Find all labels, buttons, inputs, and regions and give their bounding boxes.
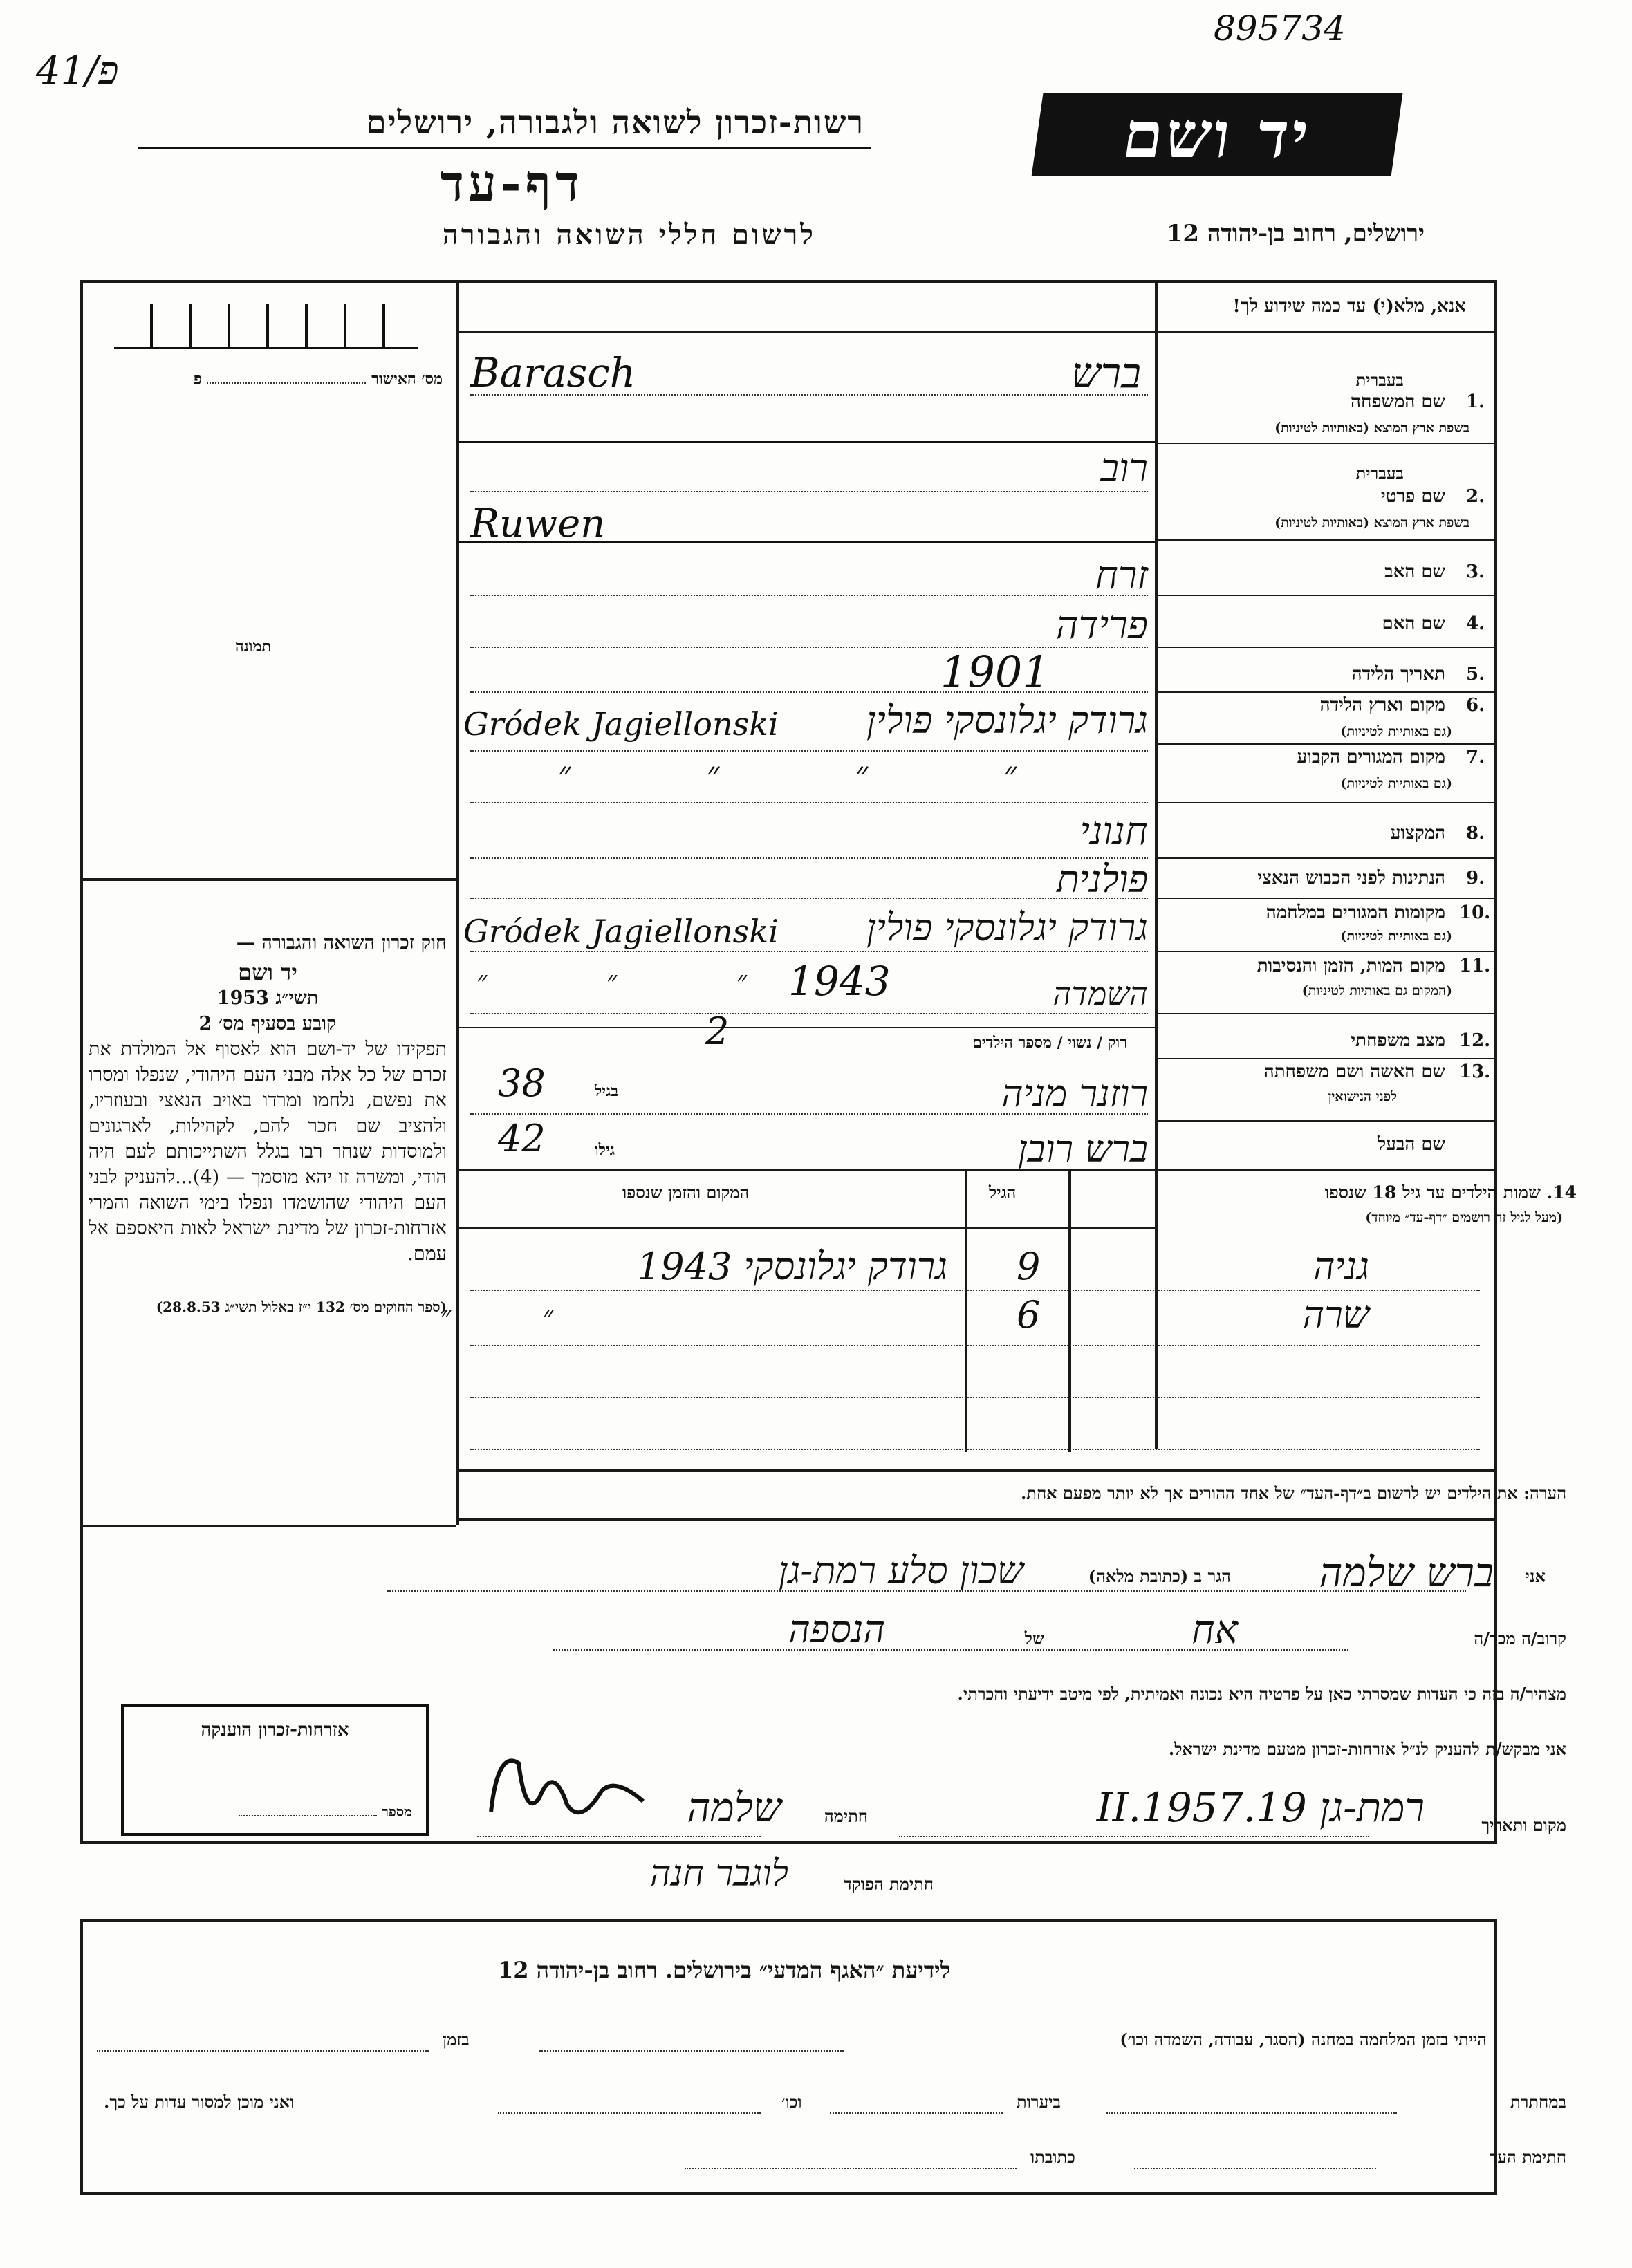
logo-text: יד ושם <box>1118 97 1316 172</box>
row-6-label: מקום וארץ הלידה <box>1319 695 1445 716</box>
child-1-name: גניה <box>1313 1245 1369 1288</box>
place-date-label: מקום ותאריך <box>1481 1815 1566 1835</box>
rule-11 <box>1155 1013 1497 1014</box>
rule-3 <box>1155 595 1497 596</box>
hebrew-tag-1: בעברית <box>1355 370 1404 390</box>
bottom-line-1-end: בזמן <box>443 2029 470 2049</box>
rule-8 <box>1155 857 1497 859</box>
row-9-label: הנתינות לפני הכבוש הנאצי <box>1257 868 1445 889</box>
row-5-num: 5. <box>1466 664 1485 685</box>
row-6-note: (גם באותיות לטיניות) <box>1340 724 1452 739</box>
form-intro: אנא, מלא(י) עד כמה שידוע לך! <box>1232 296 1466 317</box>
bottom-line-2-start: במחתרת <box>1510 2092 1566 2112</box>
rule-4 <box>1155 647 1497 648</box>
signature-mark <box>477 1736 657 1839</box>
rule-9 <box>1155 898 1497 899</box>
declaration: מצהיר/ה בזה כי העדות שמסרתי כאן על פרטיה היא נכונה ואמיתית, לפי מיטב ידיעתי והכרתי. <box>957 1684 1566 1704</box>
birth-year: 1901 <box>940 647 1050 697</box>
approval-boxes <box>114 304 418 349</box>
row-3-num: 3. <box>1466 561 1485 582</box>
row-3-label: שם האב <box>1384 561 1445 582</box>
stamp-number-label: מספר <box>382 1803 412 1820</box>
row-8-num: 8. <box>1466 823 1485 844</box>
family-status-options: רוק / נשוי / מספר הילדים <box>972 1034 1127 1052</box>
children-header-rule <box>456 1227 1155 1229</box>
birthplace-line <box>470 750 1148 752</box>
signature-line <box>477 1836 761 1837</box>
bottom-line-1-fill <box>539 2050 844 2052</box>
request: אני מבקש/ת להעניק לנ״ל אזרחות-זכרון מטעם מדינת ישראל. <box>1168 1739 1566 1759</box>
wife-age: 38 <box>498 1061 546 1105</box>
officer-signature-label: חתימת הפוקד <box>844 1874 934 1894</box>
children-col-2 <box>1068 1169 1071 1452</box>
child-1-age: 9 <box>1017 1245 1041 1288</box>
witness-relation-label: קרוב/ה מכר/ה <box>1474 1628 1566 1648</box>
rule-5 <box>1155 691 1497 693</box>
children-header-note: (מעל לגיל זה רושמים ״דף-עד״ מיוחד) <box>1365 1210 1563 1225</box>
rule-13 <box>1155 1120 1497 1122</box>
answer-rule-12 <box>456 1027 1155 1028</box>
row-12-num: 12. <box>1459 1030 1491 1051</box>
row-13-label: שם האשה ושם משפחתה <box>1263 1061 1445 1082</box>
row-13-note: לפני הנישואין <box>1328 1089 1397 1104</box>
bottom-line-3-start: חתימת העד <box>1489 2147 1566 2167</box>
row-7-label: מקום המגורים הקבוע <box>1297 747 1445 768</box>
child-line-2 <box>470 1345 1480 1346</box>
birth-place-latin: Gródek Jagiellonski <box>463 705 779 743</box>
witness-address: שכון סלע רמת-גן <box>778 1549 1023 1592</box>
stamp-number-row <box>239 1803 412 1821</box>
firstname-he-line <box>470 491 1148 492</box>
place-date-line <box>899 1836 1369 1837</box>
residence: ״ ״ ״ ״ <box>557 754 1079 794</box>
citizenship: פולנית <box>1056 857 1148 901</box>
row-10-label: מקומות המגורים במלחמה <box>1265 902 1445 923</box>
surname-hebrew: ברש <box>1071 349 1141 398</box>
bottom-line-3-fill-1 <box>1134 2168 1376 2169</box>
row-5-label: תאריך הלידה <box>1351 664 1445 685</box>
row-13-num: 13. <box>1459 1061 1491 1082</box>
child-1-place: גרודק יגלונסקי 1943 <box>636 1245 947 1288</box>
witness-of-label: של <box>1024 1628 1044 1648</box>
witness-line <box>387 1590 1466 1592</box>
row-1-label: שם המשפחה <box>1351 391 1445 412</box>
row-11-num: 11. <box>1459 956 1491 976</box>
label-column-divider <box>1155 280 1158 1449</box>
death-place: ״ ״ ״ <box>476 965 802 997</box>
child-2-age: 6 <box>1017 1293 1041 1337</box>
firstname-latin: Ruwen <box>470 501 606 546</box>
bottom-line-2-mid: ביערות <box>1017 2092 1061 2112</box>
children-header: 14. שמות הילדים עד גיל 18 שנספו <box>1324 1182 1577 1202</box>
father-line <box>470 595 1148 596</box>
signature-label: חתימה <box>824 1806 868 1826</box>
place-date: רמת-גן 19.II.1957 <box>1096 1784 1425 1831</box>
witness-me-label: אני <box>1525 1566 1546 1586</box>
row-husband-label: שם הבעל <box>1377 1134 1445 1155</box>
row-2-num: 2. <box>1466 486 1485 507</box>
rule-10 <box>1155 951 1497 952</box>
row-9-num: 9. <box>1466 868 1485 889</box>
approval-no-label: מס׳ האישור <box>371 370 443 388</box>
husband-name: ברש רובן <box>1017 1127 1148 1171</box>
law-text-block <box>89 930 447 1320</box>
row-7-num: 7. <box>1466 747 1485 768</box>
org-line: רשות-זכרון לשואה ולגבורה, ירושלים <box>366 104 864 141</box>
rule-12 <box>1155 1058 1497 1059</box>
form-subtitle: לרשום חללי השואה והגבורה <box>442 219 816 251</box>
note-row-top <box>456 1469 1497 1472</box>
children-table-top <box>456 1169 1497 1171</box>
photo-area-bottom <box>80 878 456 881</box>
residence-line <box>470 802 1148 803</box>
witness-name: ברש שלמה <box>1319 1549 1494 1596</box>
father-name: זרח <box>1095 553 1148 598</box>
photo-label: תמונה <box>235 638 271 656</box>
row-2-latin-note: בשפת ארץ המוצא (באותיות לטיניות) <box>1274 515 1469 530</box>
child-line-1 <box>470 1290 1480 1291</box>
relation-line <box>553 1649 1348 1651</box>
row-4-num: 4. <box>1466 613 1485 634</box>
bottom-line-2-fill-2 <box>830 2112 1003 2114</box>
bottom-line-2-mid2: וכו׳ <box>781 2092 802 2112</box>
form-title: דף-עד <box>440 154 584 212</box>
row-12-label: מצב משפחתי <box>1351 1030 1445 1051</box>
wife-name: רוזנר מניה <box>1001 1072 1148 1115</box>
approval-no-suffix: פ <box>193 370 202 388</box>
law-title: חוק זכרון השואה והגבורה — <box>236 932 447 954</box>
row-11-note: (המקום גם באותיות לטיניות) <box>1301 983 1452 998</box>
husband-age: 42 <box>498 1117 546 1160</box>
citizenship-line <box>470 898 1148 899</box>
child-line-3 <box>470 1397 1480 1398</box>
rule-6 <box>1155 743 1497 745</box>
surname-latin: Barasch <box>470 349 636 396</box>
witness-resides-label: הגר ב (כתובת מלאה) <box>1088 1566 1231 1586</box>
profession-line <box>470 857 1148 859</box>
page-mark: 41/פ <box>36 48 119 93</box>
witness-relation: אח <box>1191 1608 1238 1653</box>
row-11-label: מקום המות, הזמן והנסיבות <box>1257 956 1445 976</box>
age-column-header: הגיל <box>989 1182 1017 1202</box>
rule-7 <box>1155 802 1497 803</box>
death-year: 1943 <box>788 958 891 1005</box>
law-name: יד ושם <box>238 959 297 985</box>
firstname-hebrew: רוב <box>1100 446 1148 491</box>
bottom-title: לידיעת ״האגף המדעי״ בירושלים. רחוב בן-יהודה 12 <box>498 1957 951 1983</box>
child-2-name: שרה <box>1302 1293 1369 1337</box>
row-1-num: 1. <box>1466 391 1485 412</box>
archive-number: 895734 <box>1214 8 1346 48</box>
row-2-label: שם פרטי <box>1380 486 1445 507</box>
note-row-bottom <box>456 1518 1497 1521</box>
witness-section-top <box>80 1525 456 1527</box>
row-1-latin-note: בשפת ארץ המוצא (באותיות לטיניות) <box>1274 420 1469 436</box>
place-column-header: המקום והזמן שנספו <box>622 1182 750 1202</box>
stamp-title: אזרחות-זכרון הוענקה <box>201 1720 349 1740</box>
law-clause: קובע בסעיף מס׳ 2 <box>198 1013 337 1034</box>
profession: חנוני <box>1079 809 1148 854</box>
bottom-line-3-fill-2 <box>685 2168 1017 2169</box>
bottom-line-2-end: ואני מוכן למסור עדות על כך. <box>104 2092 295 2112</box>
children-note: הערה: את הילדים יש לרשום ב״דף-העד״ של אחד ההורים אך לא יותר מפעם אחת. <box>1020 1483 1566 1503</box>
signature-name: שלמה <box>687 1784 781 1831</box>
wartime-place-latin: Gródek Jagiellonski <box>463 913 779 950</box>
child-line-4 <box>470 1449 1480 1450</box>
yad-vashem-logo <box>1032 93 1403 176</box>
org-underline <box>138 147 871 149</box>
hebrew-tag-2: בעברית <box>1355 463 1404 483</box>
bottom-line-2-fill-1 <box>1106 2112 1397 2114</box>
husband-age-label: גילו <box>595 1141 615 1159</box>
witness-of: הנספה <box>788 1608 885 1651</box>
wife-age-label: בגיל <box>595 1082 618 1100</box>
law-year: תשי״ג 1953 <box>216 987 319 1009</box>
row-7-note: (גם באותיות לטיניות) <box>1340 776 1452 791</box>
row-4-label: שם האם <box>1382 613 1445 634</box>
children-count: 2 <box>705 1010 730 1053</box>
birth-place: גרודק יגלונסקי פולין <box>866 698 1148 742</box>
rule-2 <box>1155 539 1497 541</box>
death-line <box>470 1013 1148 1014</box>
death-circumstance: השמדה <box>1053 975 1148 1012</box>
row-8-label: המקצוע <box>1390 823 1445 844</box>
citizenship-stamp-box <box>121 1704 429 1836</box>
row-6-num: 6. <box>1466 695 1485 716</box>
address: ירושלים, רחוב בן-יהודה 12 <box>1166 220 1425 248</box>
wartime-line <box>470 951 1148 952</box>
law-text: תפקידו של יד-ושם הוא לאסוף אל המולדת את זכרם של כל אלה מבני העם היהודי, שנפלו ומסרו את נפשם, נלחמו ומרדו באויב הנאצי ובעוזריו, ולהציב שם חכר להם, לקהילות, לארגונים ולמוסדות שנחר רבו בגלל השתייכותם לעם היה הודי, ומשרה זו יהא מוסמך — (4)...להעניק לבני העם היהודי שהושמדו ונפלו בימי השואה והמרי אזרחות-זכרון של מדינת ישראל לאות היאספם אל עמם. <box>89 1039 447 1265</box>
child-2-place: ״ ״ <box>440 1301 595 1332</box>
bottom-line-2-fill-3 <box>498 2112 761 2114</box>
officer-name: לוגבר חנה <box>649 1853 788 1895</box>
rule-1 <box>1155 443 1497 444</box>
bottom-line-1: הייתי בזמן המלחמה במחנה (הסגר, עבודה, השמדה וכו׳) <box>1120 2029 1487 2049</box>
bottom-line-1-fill-2 <box>97 2050 429 2052</box>
children-col-1 <box>965 1169 967 1452</box>
row-10-num: 10. <box>1459 902 1491 923</box>
row-10-note: (גם באותיות לטיניות) <box>1340 929 1452 944</box>
mother-name: פרידה <box>1055 603 1148 648</box>
wartime-place: גרודק יגלונסקי פולין <box>866 906 1148 949</box>
law-source: (ספר החוקים מס׳ 132 י״ז באלול תשי״ג 28.8.53) <box>156 1299 447 1315</box>
bottom-line-3-mid: כתובתו <box>1030 2147 1075 2167</box>
approval-no-row <box>90 370 443 388</box>
